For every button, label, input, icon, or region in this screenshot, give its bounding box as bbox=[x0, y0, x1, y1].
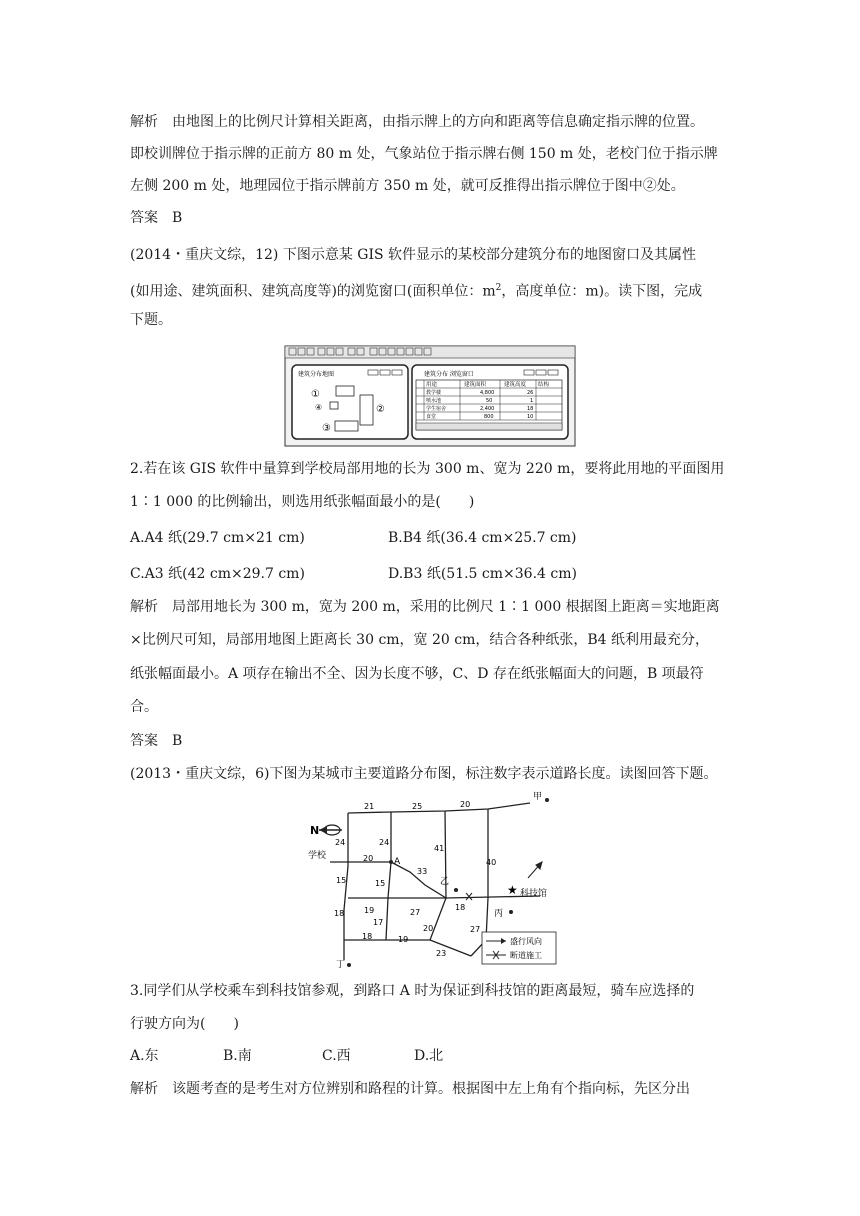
text-line: 纸张幅面最小。A 项存在输出不全、因为长度不够，C、D 存在纸张幅面大的问题，B 项最符 bbox=[130, 666, 704, 682]
svg-text:19: 19 bbox=[398, 935, 409, 944]
svg-text:科技馆: 科技馆 bbox=[520, 889, 548, 899]
option-b: B.南 bbox=[223, 1048, 252, 1064]
svg-text:40: 40 bbox=[486, 858, 497, 867]
svg-text:④: ④ bbox=[315, 403, 323, 412]
svg-text:丙: 丙 bbox=[494, 909, 504, 919]
svg-text:18: 18 bbox=[455, 903, 466, 912]
svg-text:800: 800 bbox=[484, 414, 494, 420]
text-line: (2014・重庆文综，12) 下图示意某 GIS 软件显示的某校部分建筑分布的地图窗口及其属性 bbox=[130, 247, 697, 263]
svg-text:41: 41 bbox=[434, 844, 445, 853]
svg-text:建筑高度: 建筑高度 bbox=[504, 382, 527, 388]
svg-text:A: A bbox=[394, 857, 401, 867]
svg-text:学生宿舍: 学生宿舍 bbox=[426, 406, 447, 412]
svg-text:断道施工: 断道施工 bbox=[510, 951, 542, 960]
svg-text:①: ① bbox=[311, 389, 320, 400]
svg-text:乙: 乙 bbox=[440, 877, 450, 887]
svg-text:24: 24 bbox=[335, 838, 346, 847]
gis-browse-window bbox=[412, 365, 568, 439]
svg-text:20: 20 bbox=[363, 854, 374, 863]
svg-text:用途: 用途 bbox=[426, 382, 438, 388]
text-line: 1∶1 000 的比例输出，则选用纸张幅面最小的是( ) bbox=[130, 494, 475, 510]
north-arrow-icon bbox=[310, 824, 342, 837]
svg-text:33: 33 bbox=[417, 867, 428, 876]
svg-text:教学楼: 教学楼 bbox=[426, 390, 442, 396]
svg-text:20: 20 bbox=[423, 924, 434, 933]
svg-text:4,800: 4,800 bbox=[480, 390, 495, 396]
svg-text:建筑面积: 建筑面积 bbox=[464, 382, 487, 388]
svg-text:②: ② bbox=[376, 404, 385, 415]
answer-line: 答案 B bbox=[130, 210, 183, 226]
gis-map-window bbox=[292, 365, 408, 439]
text-line: 合。 bbox=[130, 699, 158, 715]
svg-text:1: 1 bbox=[530, 398, 534, 404]
text-line: 行驶方向为( ) bbox=[130, 1016, 239, 1032]
road-map-legend bbox=[482, 932, 556, 964]
svg-text:结构: 结构 bbox=[538, 382, 550, 388]
text-line: 解析 局部用地长为 300 m，宽为 200 m，采用的比例尺 1∶1 000 根据图上距离＝实地距离 bbox=[130, 599, 720, 615]
svg-text:学校: 学校 bbox=[308, 851, 327, 861]
option-d: D.B3 纸(51.5 cm×36.4 cm) bbox=[388, 566, 577, 582]
svg-text:10: 10 bbox=[527, 414, 534, 420]
question-2: 2.若在该 GIS 软件中量算到学校局部用地的长为 300 m、宽为 220 m，要将此用地的平面图用 bbox=[130, 461, 725, 477]
svg-text:建筑分布 浏览窗口: 建筑分布 浏览窗口 bbox=[424, 371, 474, 378]
wind-arrow-icon bbox=[528, 862, 542, 878]
svg-text:18: 18 bbox=[527, 406, 534, 412]
question-3: 3.同学们从学校乘车到科技馆参观，到路口 A 时为保证到科技馆的距离最短，骑车应选择的 bbox=[130, 983, 695, 999]
answer-line: 答案 B bbox=[130, 733, 183, 749]
svg-text:15: 15 bbox=[375, 879, 386, 888]
option-c: C.西 bbox=[322, 1048, 351, 1064]
svg-text:甲: 甲 bbox=[533, 792, 543, 802]
text-line: 下题。 bbox=[130, 312, 172, 328]
text-line: 解析 该题考查的是考生对方位辨别和路程的计算。根据图中左上角有个指向标，先区分出 bbox=[130, 1081, 690, 1097]
svg-text:17: 17 bbox=[373, 918, 384, 927]
svg-text:③: ③ bbox=[322, 423, 331, 434]
text-line: (2013・重庆文综，6)下图为某城市主要道路分布图，标注数字表示道路长度。读图回答下题。 bbox=[130, 766, 718, 782]
svg-text:建筑分布地图: 建筑分布地图 bbox=[298, 371, 335, 378]
svg-text:21: 21 bbox=[364, 802, 375, 811]
option-a: A.东 bbox=[130, 1048, 159, 1064]
svg-text:26: 26 bbox=[527, 390, 534, 396]
svg-text:丁: 丁 bbox=[336, 960, 346, 970]
svg-text:50: 50 bbox=[486, 398, 493, 404]
text-line: (如用途、建筑面积、建筑高度等)的浏览窗口(面积单位：$m^2$，高度单位：m)。读下图，完成 bbox=[130, 283, 703, 300]
svg-text:18: 18 bbox=[334, 909, 345, 918]
svg-text:18: 18 bbox=[362, 932, 373, 941]
gis-figure bbox=[284, 345, 576, 447]
text-line: 左侧 200 m 处，地理园位于指示牌前方 350 m 处，就可反推得出指示牌位于图中②处。 bbox=[130, 178, 685, 194]
svg-text:19: 19 bbox=[364, 906, 375, 915]
svg-text:23: 23 bbox=[436, 949, 447, 958]
option-b: B.B4 纸(36.4 cm×25.7 cm) bbox=[388, 530, 577, 546]
option-d: D.北 bbox=[414, 1048, 444, 1064]
option-c: C.A3 纸(42 cm×29.7 cm) bbox=[130, 566, 305, 582]
svg-text:25: 25 bbox=[412, 802, 423, 811]
svg-text:喷水池: 喷水池 bbox=[426, 398, 442, 404]
text-line: 即校训牌位于指示牌的正前方 80 m 处，气象站位于指示牌右侧 150 m 处，老校门位于指示牌 bbox=[130, 146, 718, 162]
svg-text:2,400: 2,400 bbox=[480, 406, 495, 412]
museum-star-icon: ★ bbox=[507, 883, 518, 897]
svg-text:24: 24 bbox=[379, 838, 390, 847]
text-line: 解析 由地图上的比例尺计算相关距离，由指示牌上的方向和距离等信息确定指示牌的位置。 bbox=[130, 114, 704, 130]
road-map-figure bbox=[300, 790, 570, 970]
text-line: ×比例尺可知，局部用地图上距离长 30 cm，宽 20 cm，结合各种纸张，B4 纸利用最充分， bbox=[130, 632, 710, 648]
svg-text:20: 20 bbox=[460, 800, 471, 809]
svg-text:食堂: 食堂 bbox=[426, 414, 437, 420]
option-a: A.A4 纸(29.7 cm×21 cm) bbox=[130, 530, 305, 546]
svg-text:27: 27 bbox=[470, 925, 481, 934]
svg-text:27: 27 bbox=[410, 908, 421, 917]
svg-text:盛行风向: 盛行风向 bbox=[510, 937, 542, 946]
svg-text:N: N bbox=[310, 824, 320, 837]
svg-text:15: 15 bbox=[336, 876, 347, 885]
